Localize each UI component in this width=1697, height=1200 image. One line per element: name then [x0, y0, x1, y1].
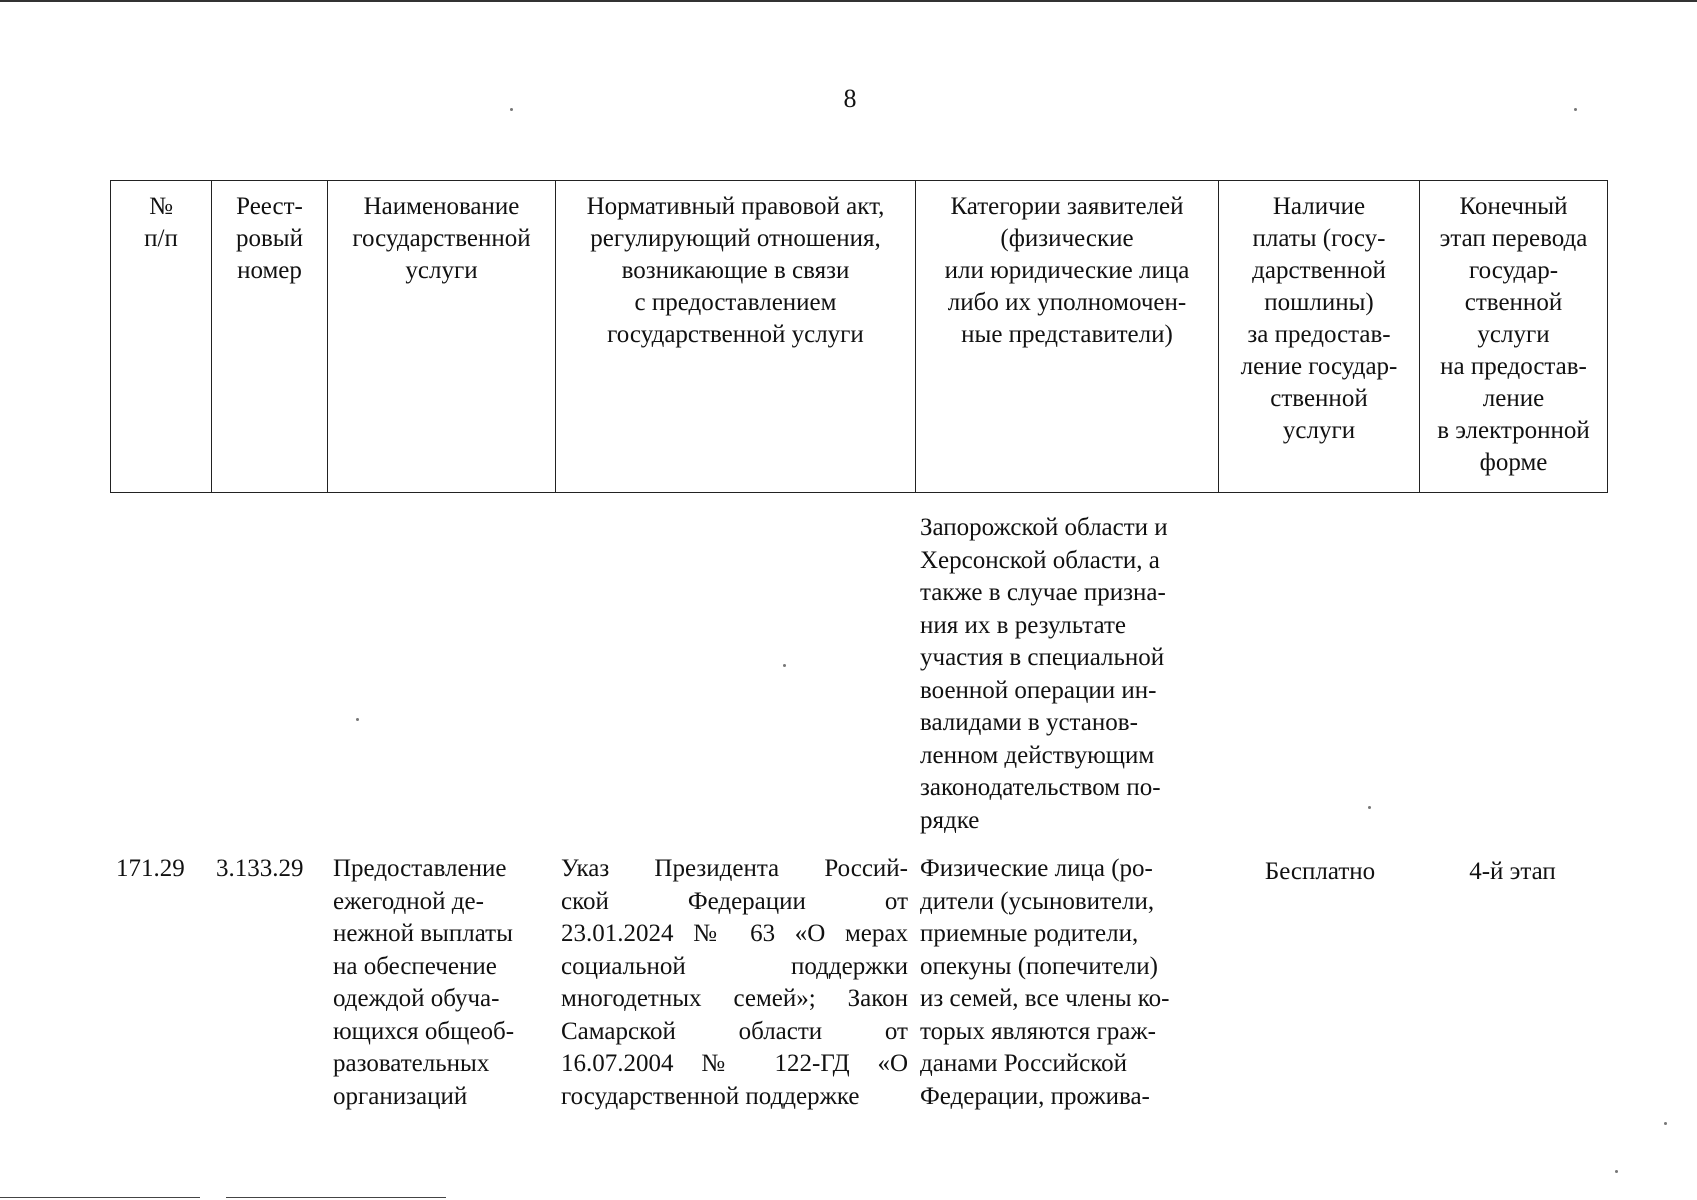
scan-speck: [356, 718, 359, 721]
text-line: рядке: [920, 806, 980, 834]
text-line: ление: [1482, 385, 1545, 412]
text-line: также в случае призна-: [920, 579, 1166, 606]
text-line: этап перевода: [1439, 225, 1588, 252]
bottom-rule-right: [226, 1197, 446, 1198]
text-line: ровый: [236, 225, 303, 252]
page-number: 8: [843, 84, 857, 113]
text-line: (физические: [1000, 225, 1134, 252]
text-line: Нормативный правовой акт,: [586, 193, 885, 220]
text-line: номер: [237, 257, 302, 284]
header-col-applicants: [916, 181, 1219, 493]
text-line: приемные родители,: [920, 920, 1139, 947]
text-line: одеждой обуча-: [333, 985, 500, 1012]
text-line: услуги: [1282, 417, 1356, 444]
text-line: ные представители): [961, 321, 1173, 348]
text-line: организаций: [333, 1082, 468, 1110]
scan-speck: [1664, 1122, 1667, 1125]
text-line: Указ Президента Россий-: [561, 855, 908, 882]
header-col-fee: [1219, 181, 1420, 493]
text-line: Категории заявителей: [950, 193, 1184, 220]
text-line: Запорожской области и: [920, 514, 1168, 541]
text-line: в электронной: [1437, 417, 1590, 444]
text-line: данами Российской: [920, 1050, 1127, 1077]
text-line: ния их в результате: [920, 611, 1126, 639]
header-col-service-name: [328, 181, 556, 493]
text-line: дители (усыновители,: [920, 887, 1155, 915]
text-line: ющихся общеоб-: [333, 1017, 515, 1045]
text-line: на предостав-: [1440, 353, 1587, 380]
text-line: государственной: [352, 225, 531, 252]
text-line: 16.07.2004 № 122-ГД «О: [561, 1050, 908, 1077]
text-line: 23.01.2024 № 63 «О мерах: [561, 920, 908, 947]
text-line: Самарской области от: [561, 1017, 908, 1045]
text-line: Конечный: [1459, 193, 1568, 220]
text-line: Федерации, прожива-: [920, 1082, 1150, 1110]
continuation-applicants: [920, 512, 1210, 837]
text-line: законодательством по-: [920, 774, 1161, 801]
text-line: ственной: [1464, 289, 1563, 316]
text-line: Наименование: [363, 193, 520, 220]
row-fee: Бесплатно: [1264, 858, 1376, 885]
row-service-name: [333, 853, 553, 1113]
scan-speck: [1368, 806, 1371, 809]
scan-speck: [1615, 1170, 1618, 1173]
row-registry-number: 3.133.29: [216, 855, 304, 882]
text-line: на обеспечение: [333, 952, 497, 980]
text-line: ленном действующим: [920, 741, 1155, 769]
text-line: Наличие: [1272, 193, 1366, 220]
header-col-number: [111, 181, 212, 493]
scan-speck: [1574, 108, 1577, 111]
text-line: валидами в установ-: [920, 709, 1138, 736]
header-col-registry: [212, 181, 328, 493]
text-line: ежегодной де-: [333, 887, 484, 915]
text-line: форме: [1479, 449, 1548, 476]
text-line: разовательных: [333, 1050, 490, 1077]
text-line: №: [149, 193, 173, 220]
text-line: Херсонской области, а: [920, 546, 1160, 574]
text-line: государ-: [1468, 257, 1559, 284]
text-line: услуги: [405, 257, 478, 284]
text-line: или юридические лица: [944, 257, 1190, 284]
row-legal-act: [561, 853, 908, 1113]
text-line: многодетных семей»; Закон: [561, 985, 908, 1012]
row-final-stage: 4-й этап: [1469, 858, 1556, 885]
text-line: государственной поддержке: [561, 1082, 860, 1110]
text-line: либо их уполномочен-: [947, 289, 1187, 316]
text-line: Реест-: [236, 193, 303, 220]
scan-speck: [510, 108, 513, 111]
text-line: за предостав-: [1247, 321, 1391, 348]
text-line: военной операции ин-: [920, 676, 1157, 704]
text-line: пошлины): [1264, 289, 1374, 316]
text-line: участия в специальной: [920, 644, 1165, 671]
text-line: с предоставлением: [634, 289, 837, 316]
text-line: возникающие в связи: [621, 257, 850, 284]
table-header: [110, 180, 1608, 493]
text-line: социальной поддержки: [561, 952, 908, 980]
row-number: 171.29: [116, 855, 185, 882]
scan-speck: [783, 664, 786, 667]
bottom-rule-left: [0, 1197, 200, 1198]
text-line: Физические лица (ро-: [920, 855, 1153, 882]
text-line: ление государ-: [1240, 353, 1398, 380]
row-applicants: [920, 853, 1210, 1113]
text-line: дарственной: [1252, 257, 1386, 284]
text-line: опекуны (попечители): [920, 952, 1158, 980]
text-line: из семей, все члены ко-: [920, 985, 1170, 1012]
text-line: ской Федерации от: [561, 887, 908, 915]
text-line: платы (госу-: [1252, 225, 1386, 252]
text-line: п/п: [144, 225, 178, 252]
top-scan-edge: [0, 0, 1697, 2]
text-line: нежной выплаты: [333, 920, 513, 947]
text-line: торых являются граж-: [920, 1017, 1156, 1045]
header-col-legal-act: [556, 181, 916, 493]
text-line: ственной: [1270, 385, 1368, 412]
text-line: государственной услуги: [607, 321, 864, 348]
text-line: Предоставление: [333, 855, 507, 882]
text-line: услуги: [1477, 321, 1550, 348]
text-line: регулирующий отношения,: [590, 225, 881, 252]
header-col-final-stage: [1420, 181, 1608, 493]
